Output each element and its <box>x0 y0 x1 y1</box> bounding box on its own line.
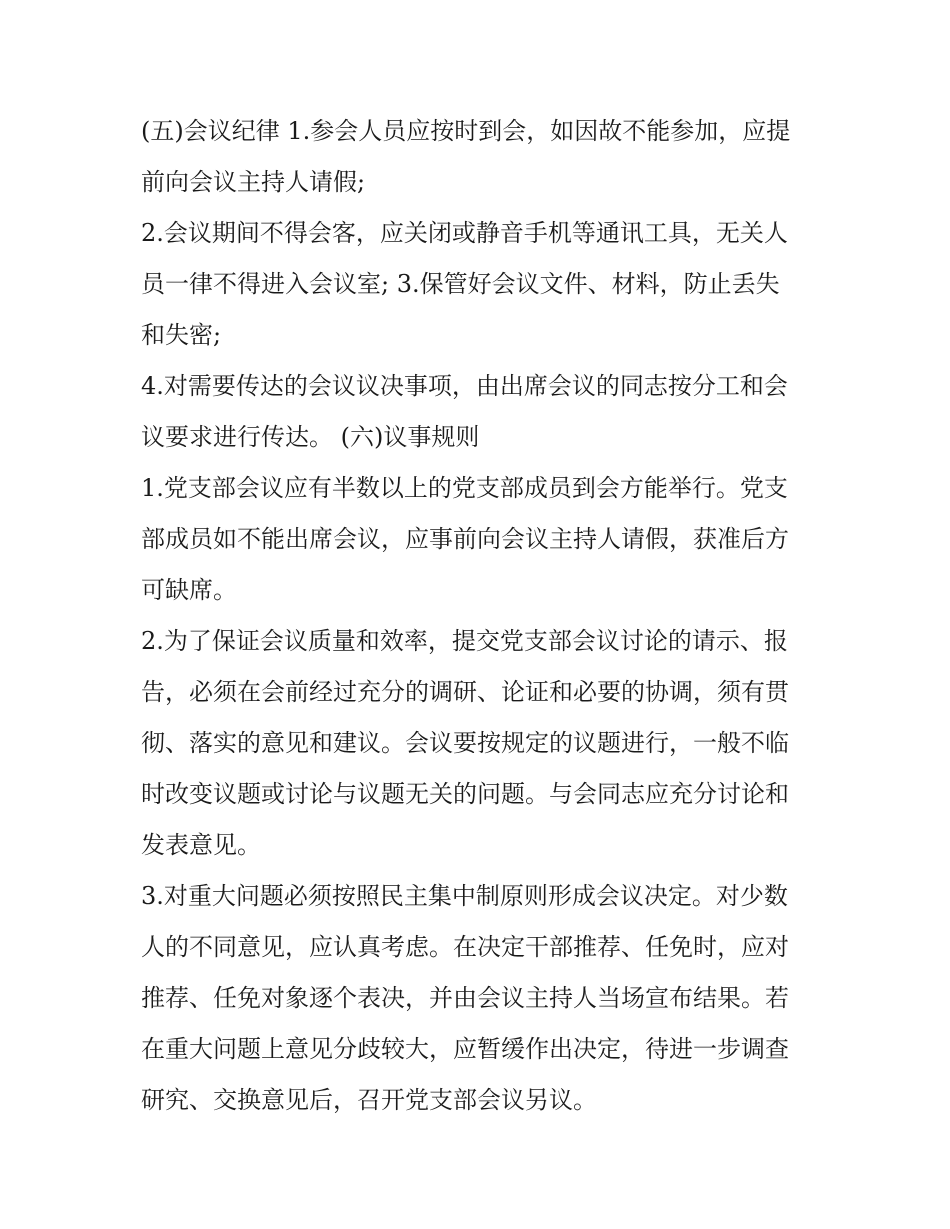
text-line: 研究、交换意见后，召开党支部会议另议。 <box>141 1086 597 1114</box>
text-line: 可缺席。 <box>141 576 237 604</box>
text-line: 2.会议期间不得会客，应关闭或静音手机等通讯工具，无关人 <box>141 219 788 247</box>
document-body <box>141 106 821 1126</box>
text-line: 彻、落实的意见和建议。会议要按规定的议题进行，一般不临 <box>141 729 789 757</box>
text-line: 时改变议题或讨论与议题无关的问题。与会同志应充分讨论和 <box>141 780 789 808</box>
text-line: 在重大问题上意见分歧较大，应暂缓作出决定，待进一步调查 <box>141 1035 789 1063</box>
text-line: 3.对重大问题必须按照民主集中制原则形成会议决定。对少数 <box>141 882 788 910</box>
text-line: 推荐、任免对象逐个表决，并由会议主持人当场宣布结果。若 <box>141 984 789 1012</box>
text-line: 议要求进行传达。 (六)议事规则 <box>141 423 480 451</box>
text-line: 前向会议主持人请假; <box>141 168 366 196</box>
text-line: 部成员如不能出席会议，应事前向会议主持人请假，获准后方 <box>141 525 789 553</box>
text-line: (五)会议纪律 1.参会人员应按时到会，如因故不能参加，应提 <box>141 117 791 145</box>
text-line: 人的不同意见，应认真考虑。在决定干部推荐、任免时，应对 <box>141 933 789 961</box>
text-line: 发表意见。 <box>141 831 261 859</box>
text-line: 2.为了保证会议质量和效率，提交党支部会议讨论的请示、报 <box>141 627 788 655</box>
text-line: 4.对需要传达的会议议决事项，由出席会议的同志按分工和会 <box>141 372 788 400</box>
text-line: 1.党支部会议应有半数以上的党支部成员到会方能举行。党支 <box>141 474 788 502</box>
text-line: 员一律不得进入会议室; 3.保管好会议文件、材料，防止丢失 <box>141 270 780 298</box>
text-line: 告，必须在会前经过充分的调研、论证和必要的协调，须有贯 <box>141 678 789 706</box>
text-line: 和失密; <box>141 321 222 349</box>
